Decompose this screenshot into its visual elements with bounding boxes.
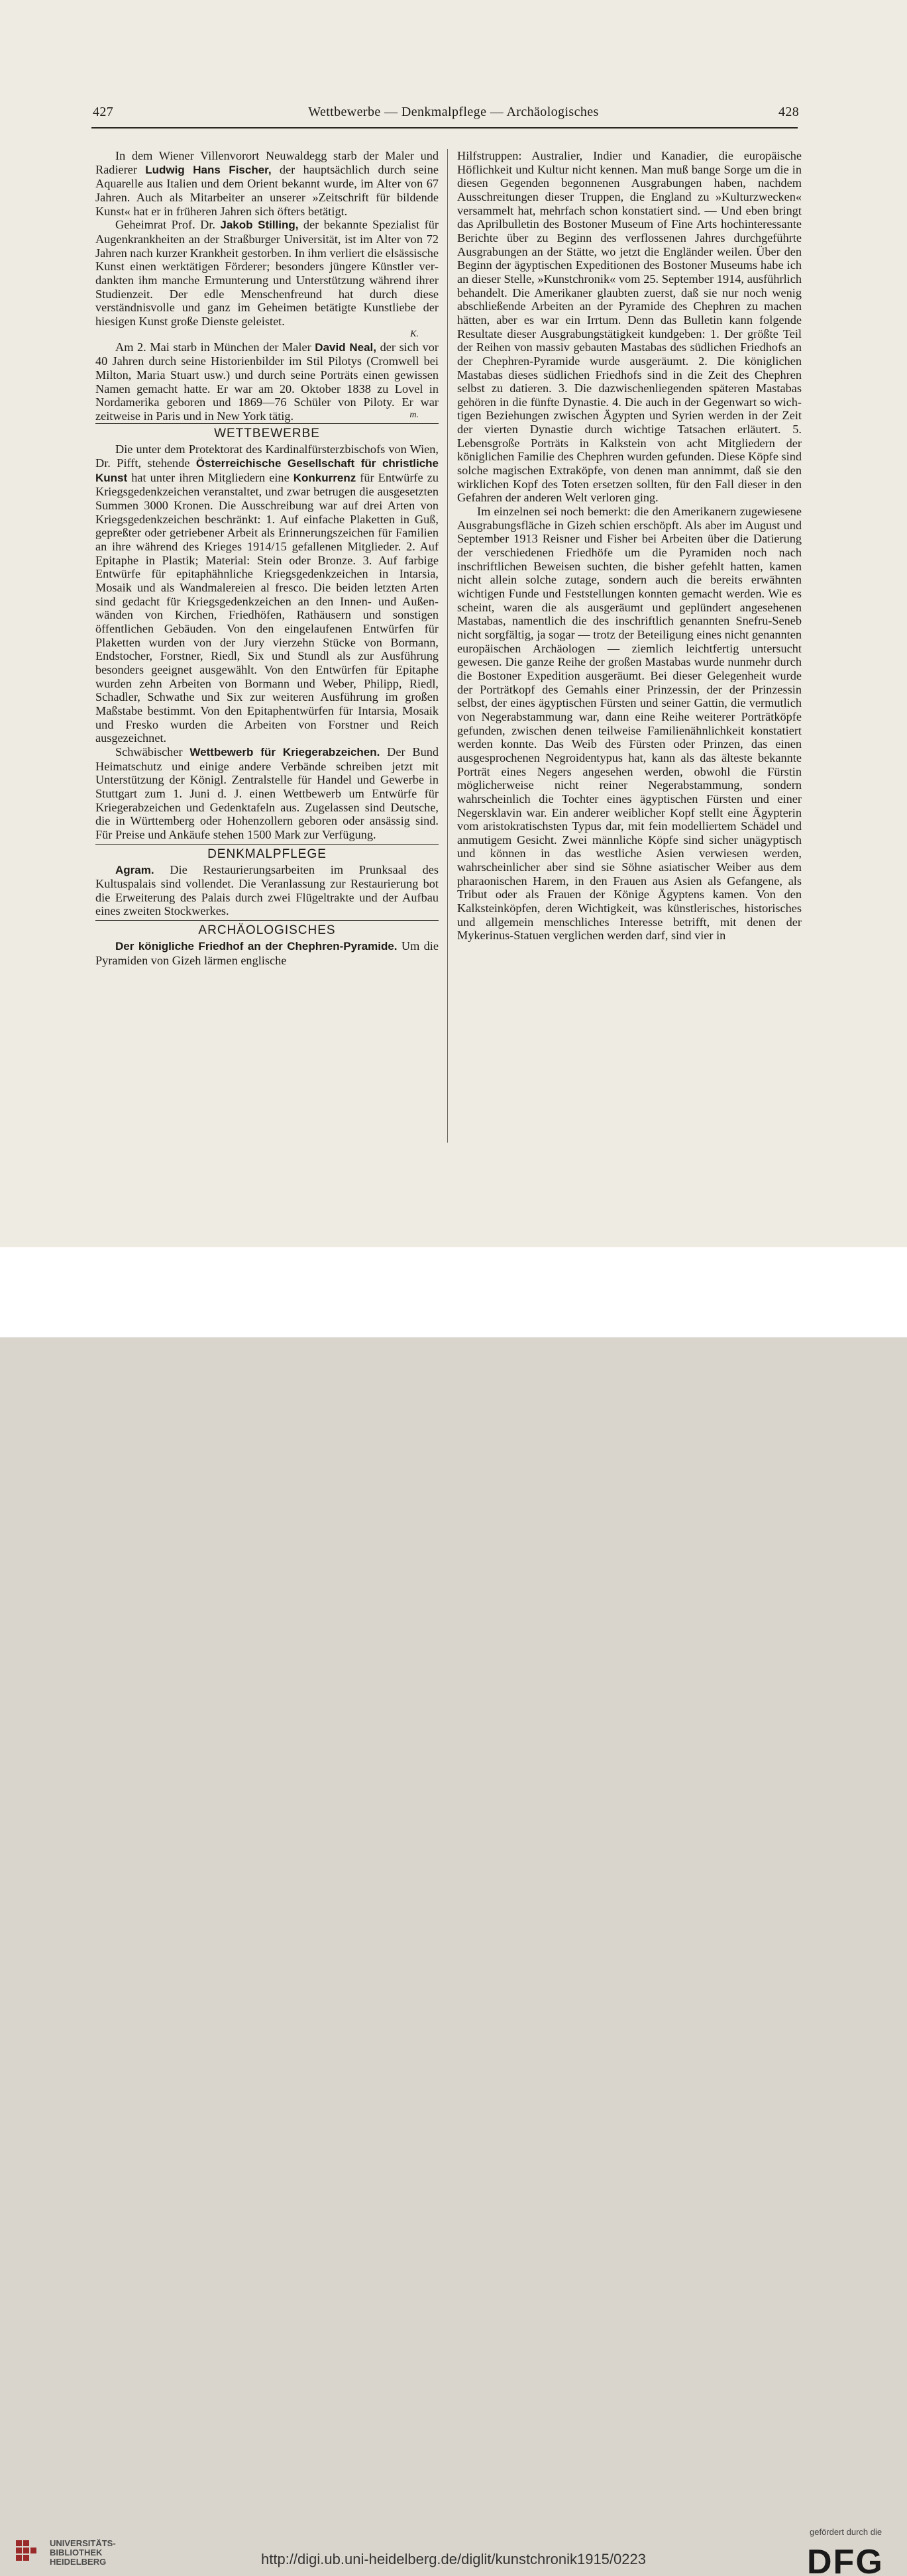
wettbewerb-oesterreich: Die unter dem Protektorat des Kardinalfürsterzbischofs von Wien, Dr. Pifft, stehende Österreichische Gesellschaft für christliche Kunst hat unter ihren Mitgliedern eine Konkurrenz für Entwürfe zu Kriegsgedenkzeichen veranstaltet, und zwar betrugen die ausgesetzten Summen 3000 Kronen. Die Ausschreibung war auf drei Arten von Kriegsgedenkzeichen beschränkt: 1. Auf einfache Plaketten in Guß, gepreßter oder getriebener Arbeit als Erinnerungszeichen für Familien an ihre während des Krieges 1914/15 gefallenen Mitglieder. 2. Auf Epitaphe in Plastik; Material: Stein oder Bronze. 3. Auf farbige Entwürfe für epitaphähnliche Kriegsgedenkzeichen in Intarsia, Mosaik und als Wandmalereien al fresco. Die beiden letzten Arten sind gedacht für Kriegsgedenkzeichen an den Innen- und Außenwänden von Kirchen, Friedhöfen, Rathäusern und sonstigen öffentlichen Gebäuden. Von den eingelaufenen Entwürfen für Plaketten wurden von der Jury vierzehn Stücke von Bormann, Endstocher, Forstner, Riedl, Six und Stundl als zur Ausführung besonders geeignet ausgewählt. Von den Entwürfen für Epitaphe wurden zehn Arbeiten von Bormann und Weber, Philipp, Riedl, Schadler, Schwathe und Six zur weiteren Ausführung im großen Maßstabe bestimmt. Von den Epitaphentwürfen für Intarsia, Mosaik und Fresko wurden die Arbeiten von Forstner und Reich ausgezeichnet. xyxy=(95,442,439,745)
archaeologie-continued: Hilfstruppen: Australier, Indier und Kanadier, die europäische Höflichkeit und Kultur nicht kennen. Man muß bange Sorge um die in diesen Gegenden begonnenen Ausgrabungen haben, nachdem Ausschreitungen dieser Truppen, die England zu »Kulturzwecken« versammelt hat, mehrfach schon konstatiert sind. — Und eben bringt das Aprilbulletin des Bostoner Museum of Fine Arts hochinteressante Berichte über zu Beginn des verflossenen Jahres durchgeführte Ausgrabungen an der Stätte, wo jetzt die Engländer weilen. Über den Beginn der ägyptischen Expeditionen des Bostoner Museums habe ich an dieser Stelle, »Kunstchronik« vom 25. September 1914, ausführlich behandelt. Die Amerikaner glaubten zuerst, daß sie nur noch wenig abschließende Arbeiten an der Pyramide des Chephren zu machen hätten, aber es war ein Irrtum. Denn das Bulletin kann folgende Resultate dieser Ausgrabungstätigkeit kundgeben: 1. Der größte Teil der Reihen von massiv gebauten Mastabas des südlichen Friedhofs an der Chephren-Pyramide wurde ausgeräumt. 2. Die königlichen Mastabas dieses südlichen Friedhofs sind in die Zeit des Chephren selbst zu datieren. 3. Die dazwischenliegenden späteren Mastabas gehören in die fünfte Dynastie. 4. Die auch in der Gegenwart so wichtigen Beziehungen zwischen Ägypten und Syrien werden in der Zeit der vierten Dynastie durch wichtige Tatsachen erläutert. 5. Lebensgroße Porträts in Kalkstein von acht Mitgliedern der königlichen Familie des Chephren wurden gefunden. Diese Köpfe sind solche magischen Extraköpfe, von denen man annimmt, daß sie den wirklichen Kopf des Toten ersetzen sollten, für den Fall dieser in den Gefahren der anderen Welt verloren ging. xyxy=(457,149,802,505)
section-rule xyxy=(95,844,439,845)
dfg-logo-icon xyxy=(807,2544,893,2576)
library-name-line2: BIBLIOTHEK xyxy=(50,2548,103,2557)
page-scan xyxy=(0,0,907,1247)
footer-bar xyxy=(0,1247,907,2576)
section-title-wettbewerbe: WETTBEWERBE xyxy=(214,427,320,441)
page-number-left: 427 xyxy=(93,105,114,119)
obituary-stilling: Geheimrat Prof. Dr. Jakob Stilling, der bekannte Spezialist für Augenkrankheiten an der Straßburger Universität, ist im Alter von 72 Jahren nach kurzer Krankheit gestorben. In ihm verliert die elsässische Kunst einen werktätigen Förderer; besonders jüngere Künstler verdankten ihm manche Ermunterung und Unterstützung während ihrer Studienzeit. Der edle Menschenfreund hat durch diese verständnisvolle und ganz im Geheimen betätigte Kunstliebe der hiesigen Kunst große Dienste geleistet. xyxy=(95,218,439,328)
source-url-link[interactable]: http://digi.ub.uni-heidelberg.de/diglit/kunstchronik1915/0223 xyxy=(261,2551,646,2567)
section-title-denkmalpflege: DENKMALPFLEGE xyxy=(207,847,327,861)
page-number-right: 428 xyxy=(778,105,800,119)
running-head: Wettbewerbe — Denkmalpflege — Archäologisches xyxy=(308,105,599,119)
wettbewerb-schwaben: Schwäbischer Wettbewerb für Kriegerabzeichen. Der Bund Heimatschutz und einige andere Verbände schreiben jetzt mit Unterstützung der Königl. Zentralstelle für Handel und Gewerbe in Stuttgart zum 1. Juni d. J. einen Wettbewerb um Entwürfe für Kriegerabzeichen und Gedenktafeln aus. Zugelassen sind Deutsche, die in Württemberg oder Hohenzollern geboren oder ansässig sind. Für Preise und Ankäufe stehen 1500 Mark zur Verfügung. xyxy=(95,745,439,841)
header-rule xyxy=(91,127,798,129)
denkmalpflege-agram: Agram. Die Restaurierungsarbeiten im Prunksaal des Kultuspalais sind vollendet. Die Veranlassung zur Restaurierung bot die Erweiterung des Palais durch zwei Flügeltrakte und der Aufbau eines zweiten Stockwerkes. xyxy=(95,862,439,918)
signature-m: m. xyxy=(409,410,419,421)
obituary-neal: Am 2. Mai starb in München der Maler David Neal, der sich vor 40 Jahren durch seine Historienbilder im Stil Pilotys (Cromwell bei Milton, Maria Stuart usw.) und durch seine Porträts einen gewissen Namen gemacht hatte. Er war am 20. Oktober 1838 zu Lovel in Nordamerika geboren und 1869—76 Schüler von Piloty. Er war zeitweise in Paris und in New York tätig. xyxy=(95,340,439,423)
section-rule xyxy=(95,920,439,921)
obituary-fischer: In dem Wiener Villenvorort Neuwaldegg starb der Maler und Radierer Ludwig Hans Fischer, der hauptsächlich durch seine Aquarelle aus Italien und dem Orient bekannt wurde, im Alter von 67 Jahren. Auch als Mitarbeiter an unserer »Zeitschrift für bildende Kunst« hat er in früheren Jahren sich öfters betätigt. xyxy=(95,149,439,218)
section-title-archaeologisches: ARCHÄOLOGISCHES xyxy=(198,923,336,938)
signature-k: K. xyxy=(410,329,419,339)
archaeologie-details: Im einzelnen sei noch bemerkt: die den Amerikanern zugewiesene Ausgrabungsfläche in Gizeh schien erschöpft. Als aber im August und September 1913 Reisner und Fisher bei Arbeiten über die Datierung der verschiedenen Friedhöfe um die Pyramiden noch nach inschriftlichen Beweisen suchten, die bisher gefehlt hatten, kamen nicht allein solche zutage, sondern auch die bereits erwähnten wichtigen Funde und Feststellungen konnten gemacht werden. Wie es scheint, waren die als ausgeräumt und geplündert angesehenen Mastabas, namentlich die des inschriftlich genannten Snefru-Seneb nicht sorgfältig, ja sogar — trotz der Beteiligung eines nicht genannten europäischen Archäologen — ziemlich leichtfertig untersucht gewesen. Die ganze Reihe der großen Mastabas wurde nunmehr durch die Bostoner Expedition ausgeräumt. Bei dieser Gelegenheit wurde der Porträtkopf des Gemahls einer Prinzessin, der der Prinzessin selbst, der eines ägyptischen Fürsten und seiner Gattin, die vermutlich von Negerabstammung war, dann eine Reihe weiterer Porträtköpfe gefunden, zwischen denen teilweise Familienähnlichkeit konstatiert werden konnte. Das Weib des Fürsten oder Prinzen, das einen ausgesprochenen Negroidentypus hat, kann als das älteste bekannte Porträt eines Negers angesehen werden, obwohl die Fürstin möglicherweise nicht reiner Negerabstammung, sondern wahrscheinlich die Tochter eines ägyptischen Fürsten und einer Negersklavin war. Ein anderer weiblicher Kopf stellt eine Ägypterin vom aristokratischsten Typus dar, mit fein modelliertem Schädel und anmutigem Gesicht. Zwei männliche Köpfe sind sicher unägyptisch und können in das westliche Asien verwiesen werden, wahrscheinlicher aber sind sie Söhne asiatischer Weiber aus dem pharaonischen Harem, in den Frauen aus Asien als Gefangene, als Tribut oder als Frauen der Könige Ägyptens kamen. Von den Kalksteinköpfen, deren Wichtigkeit, was künstlerisches, historisches und allgemein menschliches Interesse betrifft, mit denen der Mykerinus-Statuen verglichen werden darf, sind vier in xyxy=(457,505,802,943)
column-divider xyxy=(447,149,448,1143)
library-name-line1: UNIVERSITÄTS- xyxy=(50,2538,116,2548)
left-column xyxy=(95,149,439,967)
archaeologie-chephren: Der königliche Friedhof an der Chephren-Pyramide. Um die Pyramiden von Gizeh lärmen englische xyxy=(95,939,439,967)
section-rule xyxy=(95,423,439,424)
right-column xyxy=(457,149,802,943)
svg-text:DFG: DFG xyxy=(807,2544,884,2576)
library-name-line3: HEIDELBERG xyxy=(50,2557,107,2567)
sponsor-text: gefördert durch die xyxy=(810,2527,882,2537)
